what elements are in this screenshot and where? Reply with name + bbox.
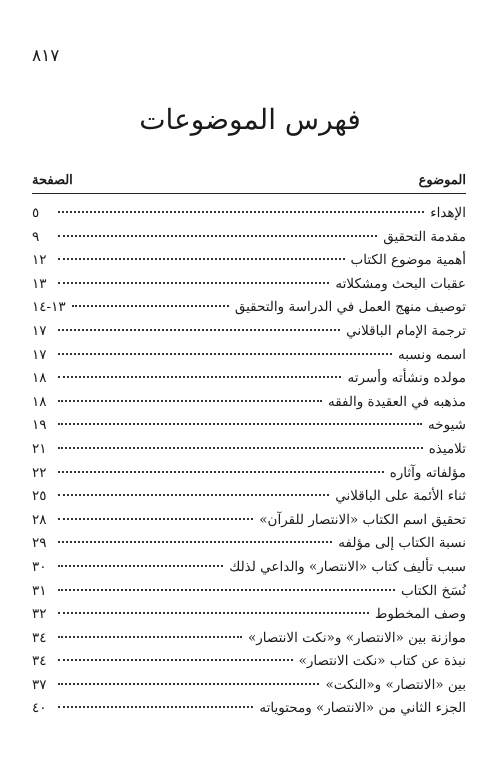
table-of-contents [32,205,466,724]
toc-entry[interactable] [32,535,466,559]
dot-leader [58,636,242,638]
dot-leader [58,541,332,543]
toc-entry[interactable] [32,299,466,323]
toc-entry[interactable] [32,465,466,489]
dot-leader [58,447,423,449]
toc-entry-title: أهمية موضوع الكتاب [350,252,466,269]
toc-entry[interactable] [32,559,466,583]
dot-leader [58,494,329,496]
page-number: ٨١٧ [32,46,60,66]
column-header-topic: الموضوع [418,173,466,188]
toc-entry-page: ١٢ [32,252,47,269]
toc-entry-title: تلاميذه [428,440,466,457]
toc-entry-page: ٣٧ [32,676,47,693]
column-header [32,167,466,194]
toc-entry[interactable] [32,630,466,654]
toc-entry-page: ١٧ [32,346,47,363]
toc-entry[interactable] [32,370,466,394]
toc-entry-title: توصيف منهج العمل في الدراسة والتحقيق [234,299,466,316]
dot-leader [58,612,369,614]
toc-entry[interactable] [32,700,466,724]
toc-entry-page: ٣١ [32,582,47,599]
dot-leader [58,706,253,708]
toc-entry-title: نسبة الكتاب إلى مؤلفه [338,535,466,552]
dot-leader [58,329,340,331]
toc-entry[interactable] [32,276,466,300]
toc-entry-page: ٢٨ [32,511,47,528]
page-title: فهرس الموضوعات [139,103,361,136]
column-header-page: الصفحة [32,173,73,188]
dot-leader [58,659,293,661]
dot-leader [58,683,319,685]
dot-leader [58,258,345,260]
toc-entry-title: الإهداء [430,205,466,221]
toc-entry[interactable] [32,205,466,229]
dot-leader [58,423,422,425]
toc-entry-page: ٢٩ [32,535,47,552]
toc-entry[interactable] [32,488,466,512]
toc-entry-title: شيوخه [428,417,466,434]
toc-entry-page: ٥ [32,205,40,221]
dot-leader [58,589,395,591]
toc-entry-title: وصف المخطوط [374,606,466,623]
toc-entry-page: ٣٢ [32,606,47,623]
toc-entry-title: تحقيق اسم الكتاب «الانتصار للقرآن» [259,511,466,528]
toc-entry-title: عقبات البحث ومشكلاته [335,275,466,292]
toc-entry-page: ١٩ [32,417,47,434]
toc-entry-page: ١٨ [32,370,47,387]
toc-entry[interactable] [32,441,466,465]
toc-entry-page: ١٣ [32,275,47,292]
toc-entry[interactable] [32,606,466,630]
toc-entry[interactable] [32,417,466,441]
toc-entry-title: مذهبه في العقيدة والفقه [327,393,466,410]
toc-entry-page: ١٧ [32,322,47,339]
toc-entry-title: مؤلفاته وآثاره [389,464,466,481]
dot-leader [58,282,329,284]
toc-entry-title: ترجمة الإمام الباقلاني [346,322,466,339]
toc-entry[interactable] [32,229,466,253]
toc-entry-title: مقدمة التحقيق [383,228,466,245]
toc-entry[interactable] [32,323,466,347]
toc-entry[interactable] [32,252,466,276]
toc-entry[interactable] [32,677,466,701]
toc-entry-page: ١٣-١٤ [32,299,66,316]
toc-entry-title: بين «الانتصار» و«النكت» [325,676,466,693]
toc-entry-title: نبذة عن كتاب «نكت الانتصار» [298,653,466,670]
dot-leader [58,353,392,355]
dot-leader [58,376,341,378]
toc-entry-page: ٤٠ [32,700,47,717]
toc-entry-page: ٩ [32,228,40,245]
toc-entry-page: ٣٠ [32,558,47,575]
toc-entry-title: مولده ونشأته وأسرته [347,370,466,387]
toc-entry-page: ٢٥ [32,488,47,505]
toc-entry-title: اسمه ونسبه [397,346,466,363]
toc-entry-page: ٣٤ [32,629,47,646]
dot-leader [72,305,229,307]
toc-entry-page: ٣٤ [32,653,47,670]
dot-leader [58,471,384,473]
dot-leader [58,400,322,402]
toc-entry-title: موازنة بين «الانتصار» و«نكت الانتصار» [247,629,466,646]
toc-entry-page: ٢١ [32,440,47,457]
toc-entry[interactable] [32,653,466,677]
toc-entry-page: ٢٢ [32,464,47,481]
dot-leader [58,518,253,520]
toc-entry[interactable] [32,347,466,371]
toc-entry-title: سبب تأليف كتاب «الانتصار» والداعي لذلك [229,558,466,575]
toc-entry[interactable] [32,512,466,536]
toc-entry-title: الجزء الثاني من «الانتصار» ومحتوياته [259,700,466,717]
toc-entry-title: ثناء الأئمة على الباقلاني [335,488,466,505]
dot-leader [58,565,223,567]
dot-leader [58,235,377,237]
dot-leader [58,211,424,213]
toc-entry[interactable] [32,394,466,418]
toc-entry-title: نُسَخ الكتاب [400,582,466,599]
toc-entry[interactable] [32,583,466,607]
toc-entry-page: ١٨ [32,393,47,410]
